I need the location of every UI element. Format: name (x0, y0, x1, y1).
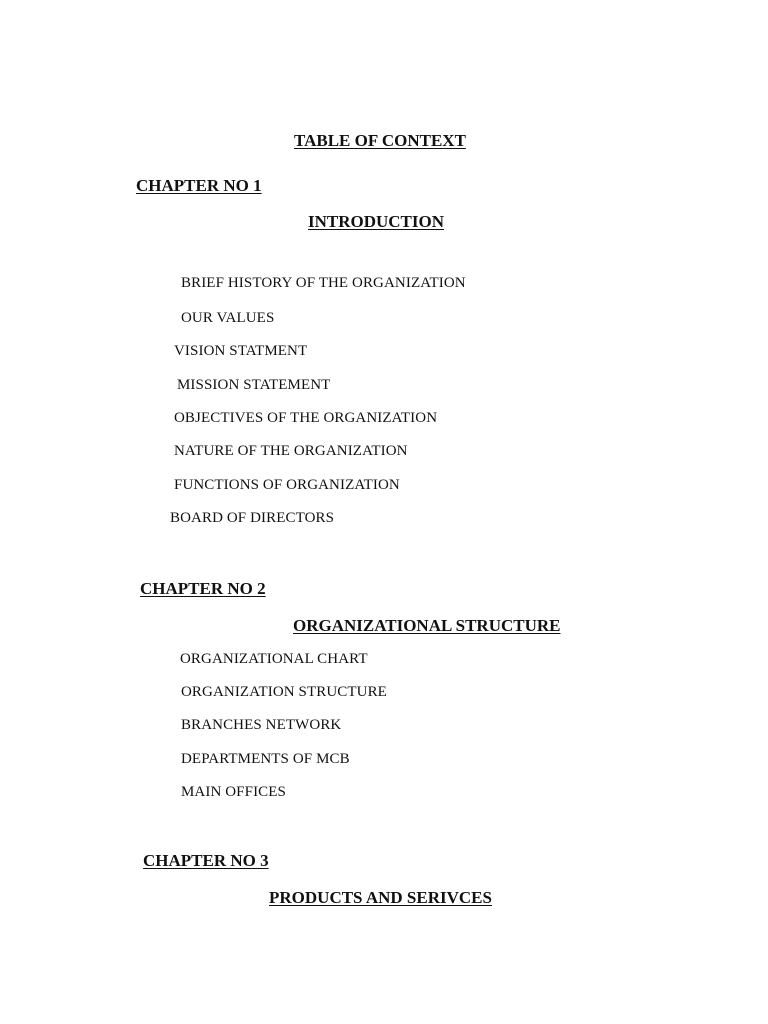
toc-entry-board-of-directors: BOARD OF DIRECTORS (170, 510, 335, 526)
toc-entry-objectives: OBJECTIVES OF THE ORGANIZATION (174, 410, 438, 426)
toc-title: TABLE OF CONTEXT (294, 131, 466, 150)
toc-entry-main-offices: MAIN OFFICES (181, 784, 286, 800)
toc-entry-brief-history: BRIEF HISTORY OF THE ORGANIZATION (181, 275, 466, 291)
toc-entry-vision-statement: VISION STATMENT (174, 343, 308, 359)
chapter-2-title: ORGANIZATIONAL STRUCTURE (293, 616, 561, 635)
toc-entry-departments: DEPARTMENTS OF MCB (181, 751, 350, 767)
toc-entry-our-values: OUR VALUES (181, 310, 275, 326)
toc-entry-branches-network: BRANCHES NETWORK (181, 717, 342, 733)
toc-entry-functions: FUNCTIONS OF ORGANIZATION (174, 477, 400, 493)
toc-entry-mission-statement: MISSION STATEMENT (177, 377, 331, 393)
chapter-2-label: CHAPTER NO 2 (140, 579, 266, 598)
toc-entry-organizational-chart: ORGANIZATIONAL CHART (180, 651, 368, 667)
chapter-3-title: PRODUCTS AND SERIVCES (269, 888, 492, 907)
chapter-1-label: CHAPTER NO 1 (136, 176, 262, 195)
toc-entry-nature: NATURE OF THE ORGANIZATION (174, 443, 408, 459)
chapter-3-label: CHAPTER NO 3 (143, 851, 269, 870)
toc-entry-organization-structure: ORGANIZATION STRUCTURE (181, 684, 387, 700)
chapter-1-title: INTRODUCTION (308, 212, 445, 231)
